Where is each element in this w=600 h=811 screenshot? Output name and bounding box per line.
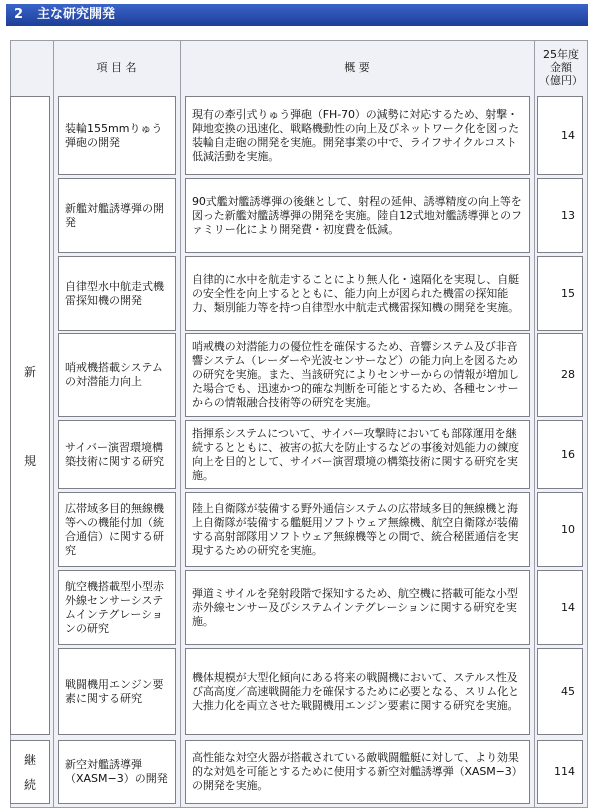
header-amount-unit: （億円）: [539, 73, 583, 87]
row-amount: 114: [537, 740, 583, 804]
section-number: 2: [14, 7, 24, 22]
row-name: 哨戒機搭載システムの対潜能力向上: [58, 333, 176, 417]
row-name: 自律型水中航走式機雷探知機の開発: [58, 256, 176, 331]
section-title: 主な研究開発: [37, 7, 116, 22]
row-name: 新空対艦誘導弾（XASM−3）の開発: [58, 740, 176, 804]
table-header: [10, 40, 588, 94]
row-amount: 13: [537, 178, 583, 253]
category-continued: [10, 740, 50, 804]
row-description: 哨戒機の対潜能力の優位性を確保するため、音響システム及び非音響システム（レーダーや光波センサーなど）の能力向上を図るための研究を実施。また、当該研究によりセンサーからの情報が増加した場合でも、迅速かつ的確な判断を可能とするため、各種センサーからの情報融合技術等の研究を実施。: [185, 333, 530, 417]
category-new-char2: 規: [23, 453, 36, 468]
row-description: 高性能な対空火器が搭載されている敵戦闘艦艇に対して、より効果的な対処を可能とするために使用する新空対艦誘導弾（XASM−3）の開発を実施。: [185, 740, 530, 804]
row-description: 90式艦対艦誘導弾の後継として、射程の延伸、誘導精度の向上等を図った新艦対艦誘導弾の開発を実施。陸自12式地対艦誘導弾とのファミリー化により開発費・初度費を低減。: [185, 178, 530, 253]
row-description: 現有の牽引式りゅう弾砲（FH-70）の減勢に対応するため、射撃・陣地変換の迅速化、戦略機動性の向上及びネットワーク化を図った装輪自走砲の開発を実施。開発事業の中で、ライフサイクルコスト低減活動を実施。: [185, 96, 530, 175]
row-description: 陸上自衛隊が装備する野外通信システムの広帯域多目的無線機と海上自衛隊が装備する艦艇用ソフトウェア無線機、航空自衛隊が装備する高射部隊用ソフトウェア無線機等との間で、統合秘匿通信を実現するための研究を実施。: [185, 492, 530, 567]
category-continued-char1: 継: [23, 753, 36, 767]
column-divider: [53, 40, 54, 808]
row-amount: 28: [537, 333, 583, 417]
row-description: 弾道ミサイルを発射段階で探知するため、航空機に搭載可能な小型赤外線センサー及びシステムインテグレーションに関する研究を実施。: [185, 570, 530, 645]
row-description: 指揮系システムについて、サイバー攻撃時においても部隊運用を継続するとともに、被害の拡大を防止するなどの事後対処能力の練度向上を目的として、サイバー演習環境の構築技術に関する研究を実施。: [185, 420, 530, 489]
column-divider: [534, 40, 535, 808]
row-description: 自律的に水中を航走することにより無人化・遠隔化を実現し、自艇の安全性を向上するとともに、能力向上が図られた機雷の探知能力、類別能力等を持つ自律型水中航走式機雷探知機の開発を実施。: [185, 256, 530, 331]
column-divider: [180, 40, 181, 808]
row-amount: 14: [537, 96, 583, 175]
row-amount: 16: [537, 420, 583, 489]
category-new: [10, 96, 50, 735]
row-name: 広帯域多目的無線機等への機能付加（統合通信）に関する研究: [58, 492, 176, 567]
header-amount-year: 25年度: [543, 47, 579, 61]
header-item-name: 項 目 名: [96, 60, 137, 74]
category-new-char1: 新: [23, 364, 36, 379]
row-name: 新艦対艦誘導弾の開発: [58, 178, 176, 253]
category-continued-char2: 続: [23, 778, 36, 792]
row-amount: 14: [537, 570, 583, 645]
header-amount-label: 金額: [550, 60, 572, 74]
row-name: 戦闘機用エンジン要素に関する研究: [58, 648, 176, 735]
row-name: サイバー演習環境構築技術に関する研究: [58, 420, 176, 489]
row-amount: 10: [537, 492, 583, 567]
row-name: 航空機搭載型小型赤外線センサーシステムインテグレーションの研究: [58, 570, 176, 645]
row-name: 装輪155mmりゅう弾砲の開発: [58, 96, 176, 175]
section-header: [6, 4, 588, 26]
row-description: 機体規模が大型化傾向にある将来の戦闘機において、ステルス性及び高高度／高速戦闘能力を確保するために必要となる、スリム化と大推力化を両立させた戦闘機用エンジン要素に関する研究を実施。: [185, 648, 530, 735]
row-amount: 15: [537, 256, 583, 331]
header-amount: [534, 40, 588, 94]
header-overview: 概 要: [344, 60, 370, 74]
row-amount: 45: [537, 648, 583, 735]
